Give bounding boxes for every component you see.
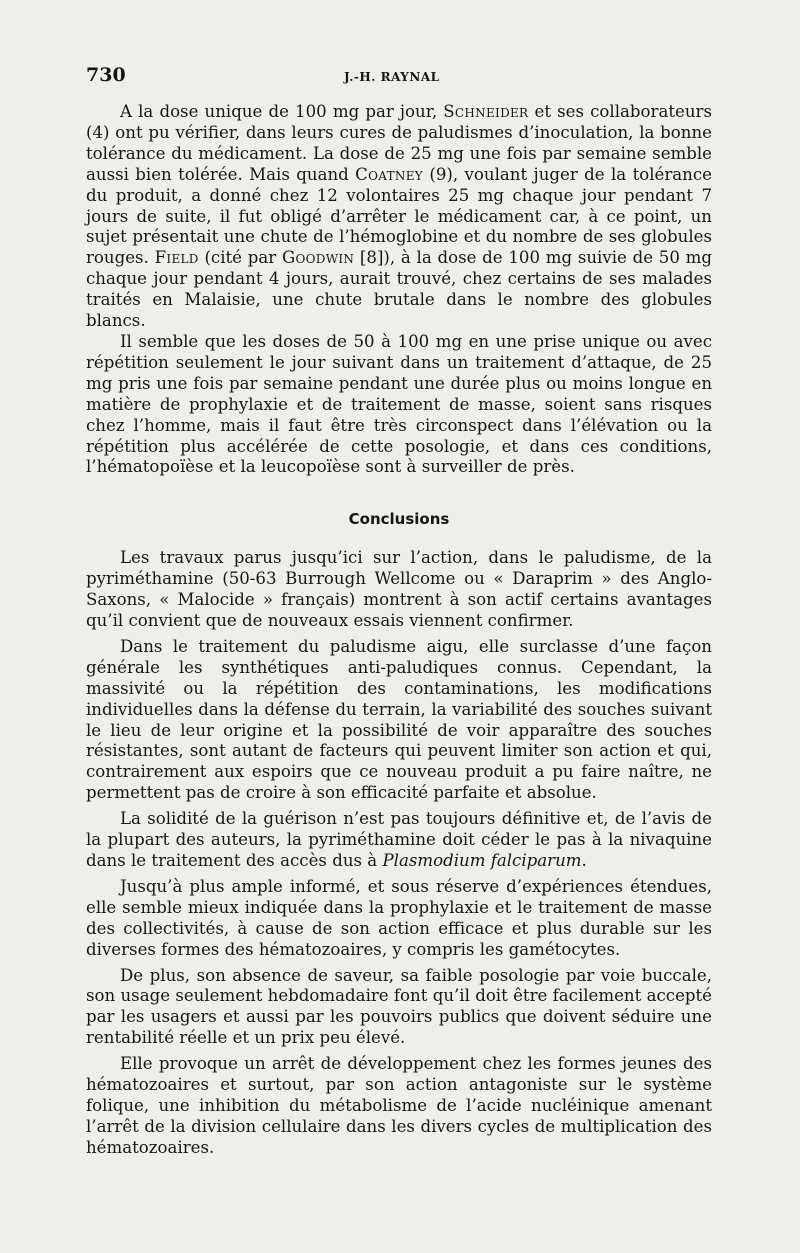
running-title: J.-H. RAYNAL <box>344 70 440 84</box>
section-title-conclusions: Conclusions <box>348 510 450 529</box>
species-name: Plasmodium falciparum <box>382 851 582 870</box>
paragraph-dose-risks: Il semble que les doses de 50 à 100 mg en une prise unique ou avec répétition seulement le jour suivant dans un traitement d’attaque, de 25 mg pris une fois par semaine pendant une durée plus ou moins longue en matière de prophylaxie et de traitement de masse, soient sans risques chez l’homme, mais il faut être très circonspect dans l’élévation ou la répétition plus accélérée de cette posologie, et dans ces conditions, l’hématopoïèse et la leucopoïèse sont à surveiller de près. <box>86 331 712 477</box>
conclusion-paragraph-1: Les travaux parus jusqu’ici sur l’action, dans le paludisme, de la pyriméthamine (50-63 Burrough Wellcome ou « Daraprim » des Anglo-Saxons, « Malocide » français) montrent à son actif certains avantages qu’il convient que de nouveaux essais viennent confirmer. <box>86 548 712 631</box>
conclusion-paragraph-5: De plus, son absence de saveur, sa faible posologie par voie buccale, son usage seulement hebdomadaire font qu’il doit être facilement accepté par les usagers et aussi par les pouvoirs publics que doivent séduire une rentabilité réelle et un prix peu élevé. <box>86 965 712 1048</box>
page-number: 730 <box>86 64 126 86</box>
author-field: Field <box>154 248 199 268</box>
running-head <box>86 62 712 92</box>
author-schneider: Schneider <box>443 102 529 121</box>
conclusion-paragraph-4: Jusqu’à plus ample informé, et sous réserve d’expériences étendues, elle semble mieux indiquée dans la prophylaxie et le traitement de masse des collectivités, à cause de son action efficace et plus durable sur les diverses formes des hématozoaires, y compris les gamétocytes. <box>86 876 712 959</box>
body-text <box>86 102 712 1159</box>
paragraph-dose-tolerance: A la dose unique de 100 mg par jour, Schneider et ses collaborateurs (4) ont pu vérifier, dans leurs cures de paludismes d’inoculation, la bonne tolérance du médicament. La dose de 25 mg une fois par semaine semble aussi bien tolérée. Mais quand Coatney (9), voulant juger de la tolérance du produit, a donné chez 12 volontaires 25 mg chaque jour pendant 7 jours de suite, il fut obligé d’arrêter le médicament car, à ce point, un sujet présentait une chute de l’hémoglobine et du nombre de ses globules rouges. Field (cité par Goodwin [8]), à la dose de 100 mg suivie de 50 mg chaque jour pendant 4 jours, aurait trouvé, chez certains de ses malades traités en Malaisie, une chute brutale dans le nombre des globules blancs. <box>86 102 712 331</box>
conclusion-paragraph-2: Dans le traitement du paludisme aigu, elle surclasse d’une façon générale les synthétiques anti-paludiques connus. Cependant, la massivité ou la répétition des contaminations, les modifications individuelles dans la défense du terrain, la variabilité des souches suivant le lieu de leur origine et la possibilité de voir apparaître des souches résistantes, sont autant de facteurs qui peuvent limiter son action et qui, contrairement aux espoirs que ce nouveau produit a pu faire naître, ne permettent pas de croire à son efficacité parfaite et absolue. <box>86 636 712 803</box>
author-goodwin: Goodwin <box>281 248 355 268</box>
conclusion-paragraph-6: Elle provoque un arrêt de développement chez les formes jeunes des hématozoaires et surtout, par son action antagoniste sur le système folique, une inhibition du métabolisme de l’acide nucléinique amenant l’arrêt de la division cellulaire dans les divers cycles de multiplication des hématozoaires. <box>86 1054 712 1157</box>
conclusion-paragraph-3: La solidité de la guérison n’est pas toujours définitive et, de l’avis de la plupart des auteurs, la pyriméthamine doit céder le pas à la nivaquine dans le traitement des accès dus à Plasmodium falciparum. <box>86 809 712 870</box>
author-coatney: Coatney <box>355 164 423 184</box>
